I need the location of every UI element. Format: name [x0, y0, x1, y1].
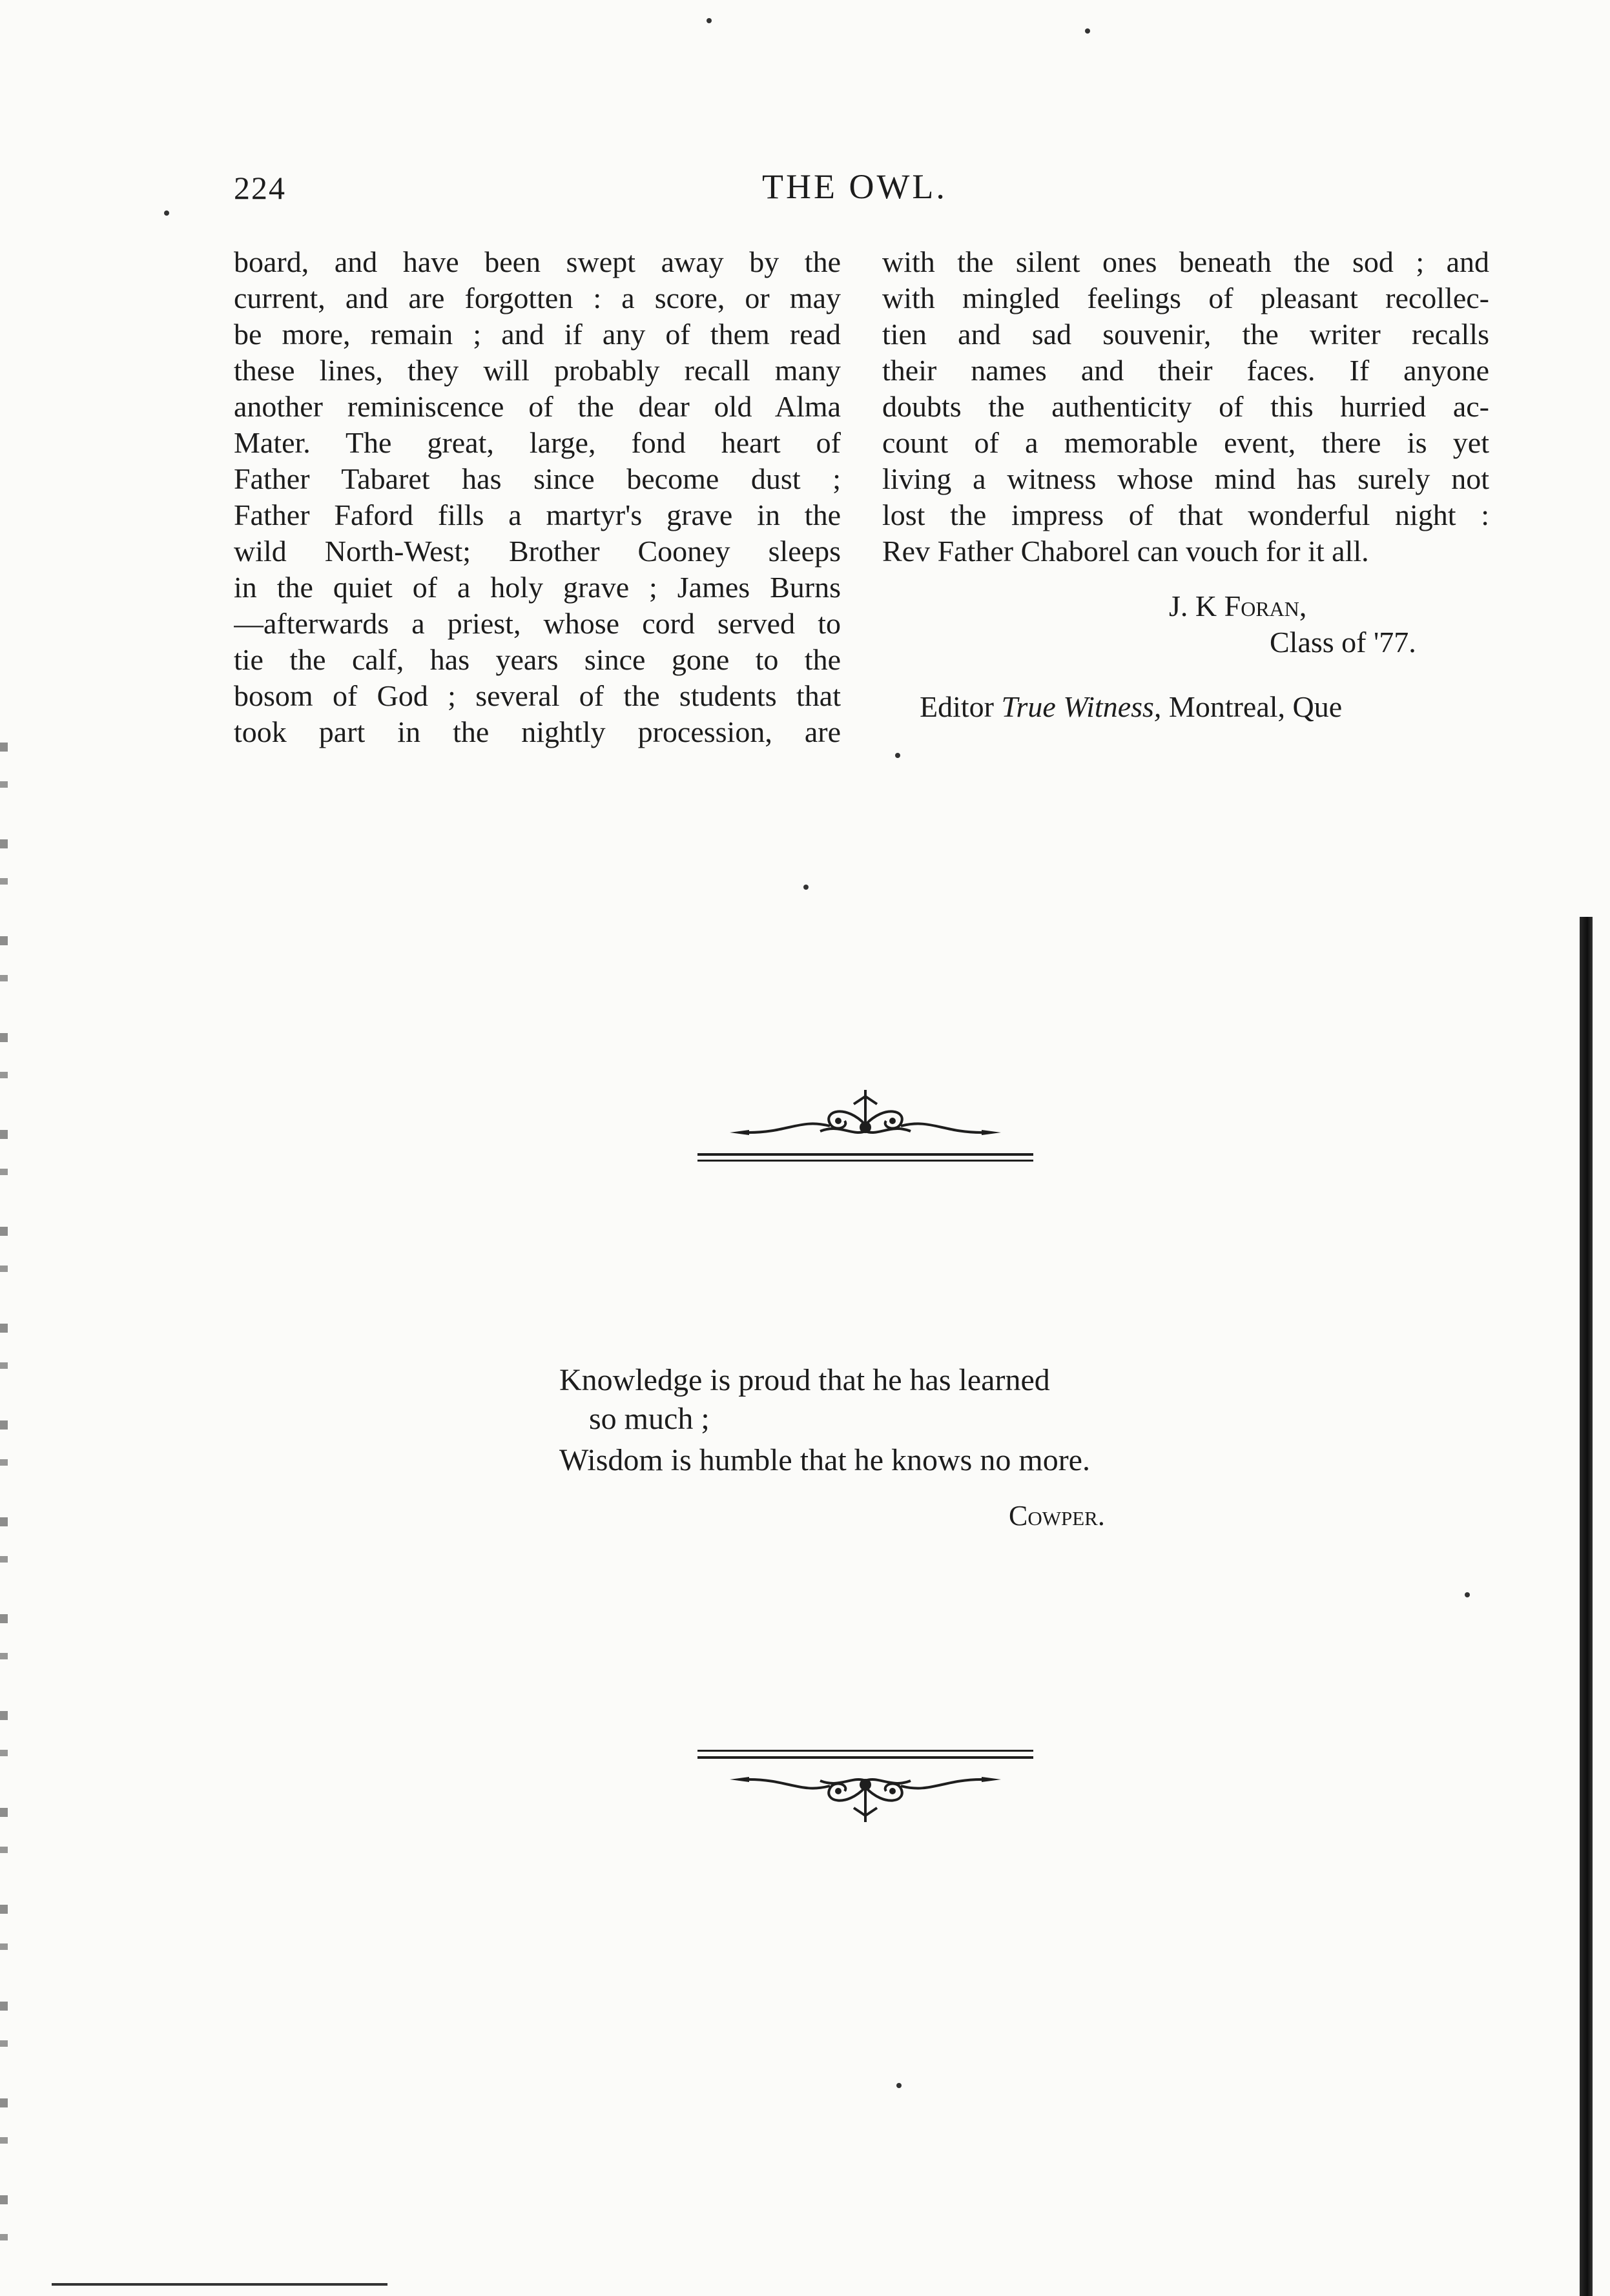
text-line: wild North-West; Brother Cooney sleeps [234, 535, 841, 568]
publication-name: True Witness, [1001, 690, 1162, 723]
scroll-ornament-icon [691, 1743, 1040, 1827]
publication-location: Montreal, Que [1168, 690, 1343, 723]
text-line: Rev Father Chaborel can vouch for it all. [882, 535, 1369, 568]
text-line: be more, remain ; and if any of them read [234, 318, 841, 351]
text-line: bosom of God ; several of the students that [234, 679, 841, 712]
page-edge-shadow [1580, 917, 1593, 2296]
quote-line-3: Wisdom is humble that he knows no more. [559, 1443, 1090, 1477]
text-line: Father Faford fills a martyr's grave in the [234, 498, 841, 531]
scan-speck [895, 753, 900, 758]
quote-line-2: so much ; [589, 1402, 710, 1436]
quote-line-1: Knowledge is proud that he has learned [559, 1363, 1050, 1397]
text-line: living a witness whose mind has surely not [882, 462, 1489, 495]
scan-bottom-mark [52, 2283, 387, 2286]
scroll-ornament-icon [691, 1085, 1040, 1169]
text-line: count of a memorable event, there is yet [882, 426, 1489, 459]
article-column-right [882, 244, 1489, 569]
author-name [1169, 589, 1306, 623]
author-initials: J. K [1169, 589, 1217, 622]
scan-speck [1085, 28, 1090, 34]
text-line: board, and have been swept away by the [234, 245, 841, 278]
scan-margin-marks [0, 743, 8, 2292]
author-affiliation [920, 690, 1342, 724]
text-line: these lines, they will probably recall many [234, 354, 841, 387]
text-line: doubts the authenticity of this hurried ac- [882, 390, 1489, 423]
text-line: —afterwards a priest, whose cord served to [234, 607, 841, 640]
scan-speck [896, 2083, 902, 2088]
text-line: tie the calf, has years since gone to the [234, 643, 841, 676]
editor-prefix: Editor [920, 690, 994, 723]
text-line: another reminiscence of the dear old Alma [234, 390, 841, 423]
text-line: in the quiet of a holy grave ; James Burns [234, 571, 841, 604]
text-line: their names and their faces. If anyone [882, 354, 1489, 387]
text-line: with the silent ones beneath the sod ; and [882, 245, 1489, 278]
text-line: Mater. The great, large, fond heart of [234, 426, 841, 459]
scan-speck [164, 210, 169, 216]
running-head: THE OWL. [762, 167, 947, 206]
text-line: took part in the nightly procession, are [234, 715, 841, 748]
author-surname: Foran, [1224, 589, 1307, 622]
page-number: 224 [234, 170, 286, 206]
scan-speck [707, 18, 712, 23]
scan-speck [803, 885, 809, 890]
author-class: Class of '77. [1270, 626, 1416, 659]
text-line: tien and sad souvenir, the writer recalls [882, 318, 1489, 351]
text-line: with mingled feelings of pleasant recollec- [882, 282, 1489, 314]
scan-speck [1465, 1592, 1470, 1597]
text-line: Father Tabaret has since become dust ; [234, 462, 841, 495]
text-line: current, and are forgotten : a score, or may [234, 282, 841, 314]
article-column-left [234, 244, 841, 750]
text-line: lost the impress of that wonderful night : [882, 498, 1489, 531]
quote-author: Cowper. [1009, 1500, 1105, 1532]
